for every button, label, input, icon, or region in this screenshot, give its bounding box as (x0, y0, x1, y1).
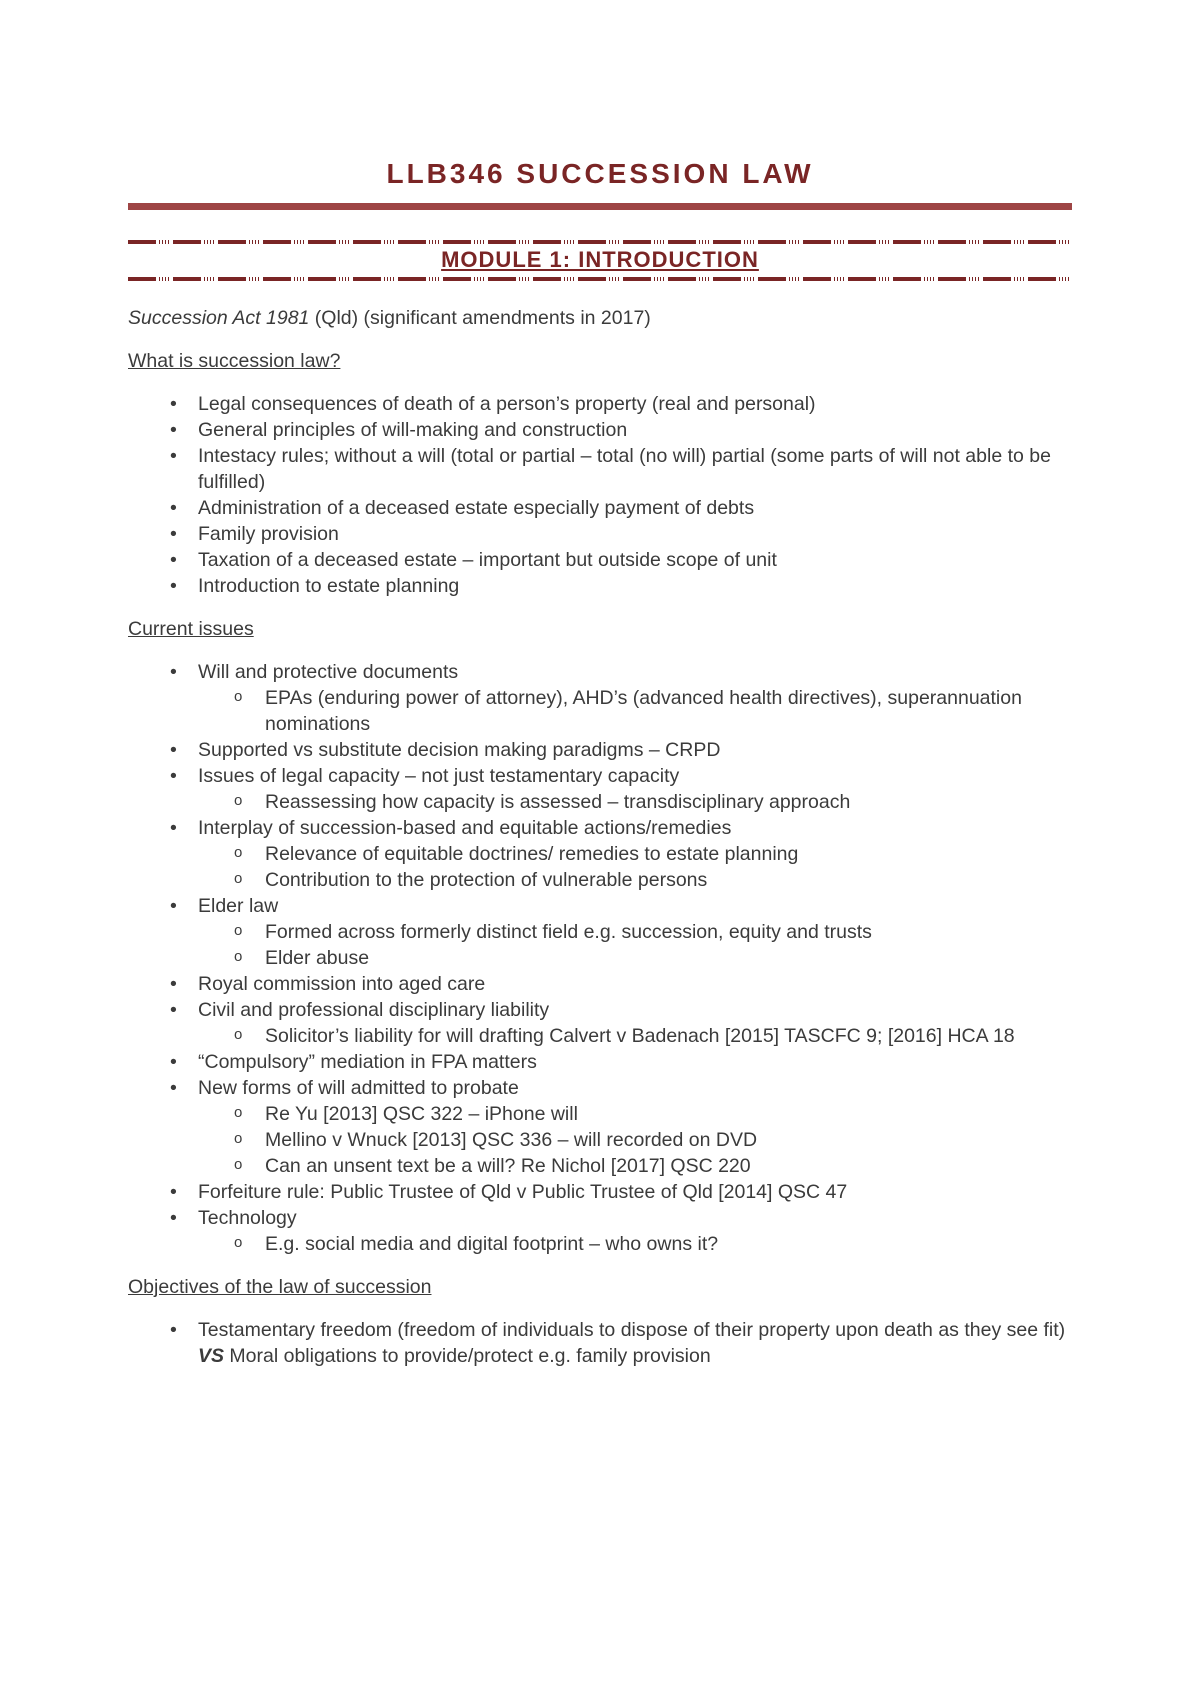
list-item: • Forfeiture rule: Public Trustee of Qld v Public Trustee of Qld [2014] QSC 47 (128, 1179, 1072, 1205)
sub-list (128, 1101, 1072, 1179)
module-heading: MODULE 1: INTRODUCTION (441, 247, 759, 272)
list-item (128, 1205, 1072, 1257)
sub-list-item: o Reassessing how capacity is assessed – transdisciplinary approach (128, 789, 1072, 815)
vs-emphasis: VS (198, 1345, 225, 1367)
list-item-text: Technology (198, 1207, 297, 1229)
sub-list (128, 1023, 1072, 1049)
list-item (128, 1317, 1072, 1369)
title-underline-rule (128, 203, 1072, 210)
sub-list-item: o Relevance of equitable doctrines/ remedies to estate planning (128, 841, 1072, 867)
act-title: Succession Act 1981 (128, 307, 310, 329)
list-item (128, 659, 1072, 737)
sub-list (128, 685, 1072, 737)
what-is-succession-law-list (128, 391, 1072, 599)
module-banner (128, 240, 1072, 281)
sub-list-item: o EPAs (enduring power of attorney), AHD’s (advanced health directives), superannuation nominations (128, 685, 1072, 737)
list-item: • Intestacy rules; without a will (total or partial – total (no will) partial (some parts of will not able to be fulfilled) (128, 443, 1072, 495)
list-item: • Family provision (128, 521, 1072, 547)
list-item-text: Issues of legal capacity – not just testamentary capacity (198, 765, 680, 787)
list-item: • Introduction to estate planning (128, 573, 1072, 599)
sub-list-item: o Elder abuse (128, 945, 1072, 971)
list-item (128, 1075, 1072, 1179)
dashed-rule-bottom (128, 277, 1072, 281)
list-item-text: Elder law (198, 895, 279, 917)
sub-list (128, 1231, 1072, 1257)
section-heading-objectives: Objectives of the law of succession (128, 1276, 432, 1298)
list-item: • Taxation of a deceased estate – important but outside scope of unit (128, 547, 1072, 573)
sub-list-item: o Re Yu [2013] QSC 322 – iPhone will (128, 1101, 1072, 1127)
list-item: • Supported vs substitute decision making paradigms – CRPD (128, 737, 1072, 763)
document-content (128, 0, 1072, 1369)
list-item-text: Interplay of succession-based and equitable actions/remedies (198, 817, 732, 839)
section-heading-current-issues: Current issues (128, 618, 254, 640)
list-item (128, 763, 1072, 815)
objective-post: Moral obligations to provide/protect e.g. family provision (224, 1345, 711, 1367)
list-item (128, 893, 1072, 971)
list-item: • “Compulsory” mediation in FPA matters (128, 1049, 1072, 1075)
list-item (128, 815, 1072, 893)
sub-list-item: o Solicitor’s liability for will drafting Calvert v Badenach [2015] TASCFC 9; [2016] HCA 18 (128, 1023, 1072, 1049)
list-item-text: Will and protective documents (198, 661, 459, 683)
list-item-text: Civil and professional disciplinary liability (198, 999, 550, 1021)
sub-list-item: o Contribution to the protection of vulnerable persons (128, 867, 1072, 893)
sub-list (128, 919, 1072, 971)
intro-paragraph (128, 305, 1072, 331)
sub-list-item: o Can an unsent text be a will? Re Nichol [2017] QSC 220 (128, 1153, 1072, 1179)
section-heading-what-is-succession-law: What is succession law? (128, 350, 341, 372)
sub-list (128, 789, 1072, 815)
list-item: • Legal consequences of death of a person’s property (real and personal) (128, 391, 1072, 417)
current-issues-list (128, 659, 1072, 1257)
list-item: • General principles of will-making and construction (128, 417, 1072, 443)
act-detail: (Qld) (significant amendments in 2017) (309, 307, 651, 329)
sub-list (128, 841, 1072, 893)
sub-list-item: o Mellino v Wnuck [2013] QSC 336 – will recorded on DVD (128, 1127, 1072, 1153)
list-item-text: New forms of will admitted to probate (198, 1077, 519, 1099)
list-item: • Administration of a deceased estate especially payment of debts (128, 495, 1072, 521)
objectives-list (128, 1317, 1072, 1369)
list-item (128, 997, 1072, 1049)
sub-list-item: o Formed across formerly distinct field e.g. succession, equity and trusts (128, 919, 1072, 945)
sub-list-item: o E.g. social media and digital footprint – who owns it? (128, 1231, 1072, 1257)
list-item: • Royal commission into aged care (128, 971, 1072, 997)
objective-pre: Testamentary freedom (freedom of individuals to dispose of their property upon death as they see fit) (198, 1319, 1066, 1341)
page-title: LLB346 SUCCESSION LAW (386, 158, 814, 189)
